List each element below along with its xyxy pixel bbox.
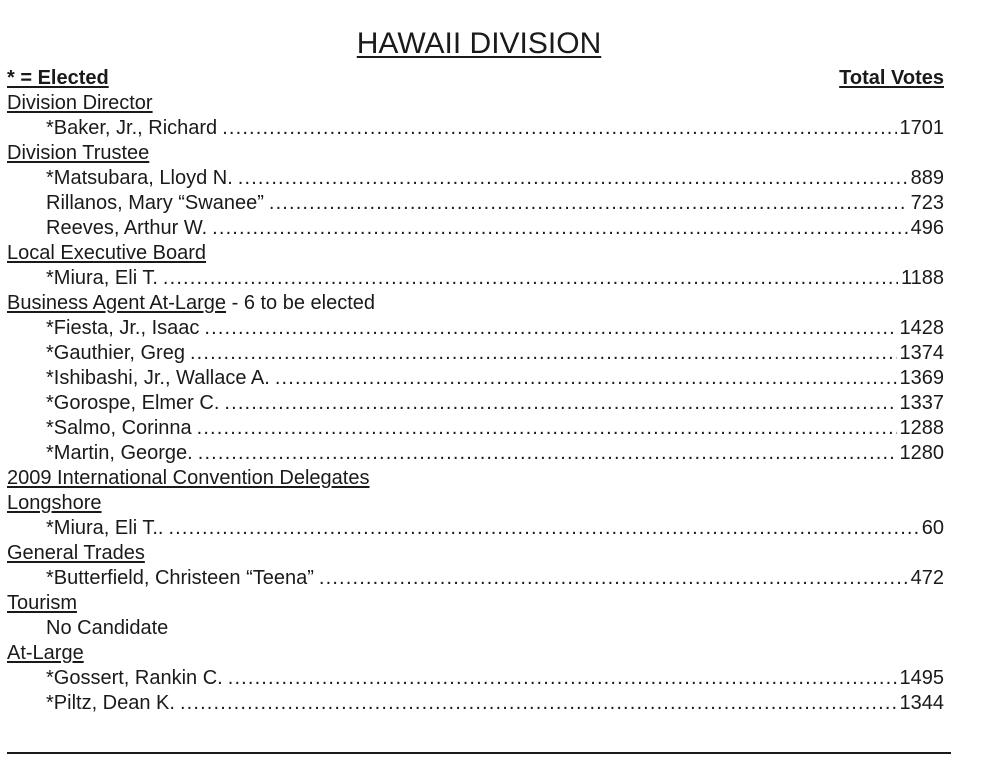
bottom-divider (7, 752, 951, 754)
dot-leader (269, 191, 908, 216)
section-label: General Trades (7, 542, 145, 564)
candidate-name: *Gauthier, Greg (46, 342, 185, 364)
section-label: Business Agent At-Large (7, 292, 227, 314)
candidate-row (0, 316, 944, 341)
dot-leader (163, 266, 898, 291)
vote-count: 1337 (899, 392, 944, 414)
dot-leader (180, 691, 897, 716)
candidate-name: *Butterfield, Christeen “Teena” (46, 567, 314, 589)
elected-legend: * = Elected (7, 67, 109, 89)
candidate-row (0, 691, 944, 716)
candidate-row (0, 516, 944, 541)
dot-leader (168, 516, 918, 541)
section-label: Division Trustee (7, 142, 150, 164)
dot-leader (212, 216, 907, 241)
vote-count: 1369 (899, 367, 944, 389)
dot-leader (222, 116, 896, 141)
candidate-name: *Gossert, Rankin C. (46, 667, 223, 689)
vote-count: 1374 (899, 342, 944, 364)
dot-leader (190, 341, 897, 366)
vote-count: 1288 (899, 417, 944, 439)
candidate-name: *Martin, George. (46, 442, 193, 464)
column-header-row (7, 66, 944, 91)
candidate-row (0, 366, 944, 391)
candidate-row (0, 266, 944, 291)
vote-count: 889 (910, 167, 944, 189)
results-list (0, 91, 944, 716)
section-label: Local Executive Board (7, 242, 207, 264)
dot-leader (275, 366, 897, 391)
candidate-row (0, 216, 944, 241)
section-label: At-Large (7, 642, 84, 664)
candidate-name: *Matsubara, Lloyd N. (46, 167, 233, 189)
candidate-row (0, 191, 944, 216)
no-candidate-row (0, 616, 944, 641)
section-heading (0, 491, 944, 516)
candidate-row (0, 566, 944, 591)
section-heading (0, 591, 944, 616)
vote-count: 1188 (900, 267, 944, 289)
section-heading (0, 541, 944, 566)
vote-count: 723 (910, 192, 944, 214)
candidate-name: *Gorospe, Elmer C. (46, 392, 220, 414)
section-heading (0, 291, 944, 316)
candidate-row (0, 341, 944, 366)
page-title: HAWAII DIVISION (356, 27, 602, 60)
dot-leader (238, 166, 908, 191)
candidate-row (0, 391, 944, 416)
section-note: - 6 to be elected (226, 292, 376, 314)
candidate-name: *Piltz, Dean K. (46, 692, 175, 714)
candidate-row (0, 166, 944, 191)
vote-count: 1701 (899, 117, 944, 139)
candidate-row (0, 416, 944, 441)
section-heading (0, 641, 944, 666)
dot-leader (197, 416, 897, 441)
candidate-row (0, 441, 944, 466)
candidate-row (0, 666, 944, 691)
candidate-name: *Fiesta, Jr., Isaac (46, 317, 200, 339)
dot-leader (198, 441, 897, 466)
section-label: Tourism (7, 592, 78, 614)
section-label: Division Director (7, 92, 153, 114)
candidate-name: *Baker, Jr., Richard (46, 117, 218, 139)
candidate-name: *Ishibashi, Jr., Wallace A. (46, 367, 270, 389)
section-label: Longshore (7, 492, 102, 514)
candidate-name: *Miura, Eli T. (46, 267, 158, 289)
section-heading (0, 91, 944, 116)
candidate-name: Rillanos, Mary “Swanee” (46, 192, 264, 214)
total-votes-header: Total Votes (839, 67, 944, 89)
section-heading (0, 141, 944, 166)
vote-count: 496 (910, 217, 944, 239)
candidate-name: Reeves, Arthur W. (46, 217, 208, 239)
no-candidate-text: No Candidate (46, 617, 169, 639)
dot-leader (204, 316, 896, 341)
vote-count: 1428 (899, 317, 944, 339)
candidate-row (0, 116, 944, 141)
vote-count: 1495 (899, 667, 944, 689)
section-heading (0, 241, 944, 266)
section-label: 2009 International Convention Delegates (7, 467, 370, 489)
dot-leader (319, 566, 908, 591)
candidate-name: *Miura, Eli T.. (46, 517, 164, 539)
dot-leader (228, 666, 897, 691)
dot-leader (224, 391, 896, 416)
vote-count: 1344 (899, 692, 944, 714)
vote-count: 472 (910, 567, 944, 589)
candidate-name: *Salmo, Corinna (46, 417, 192, 439)
section-heading (0, 466, 944, 491)
vote-count: 1280 (899, 442, 944, 464)
vote-count: 60 (921, 517, 944, 539)
